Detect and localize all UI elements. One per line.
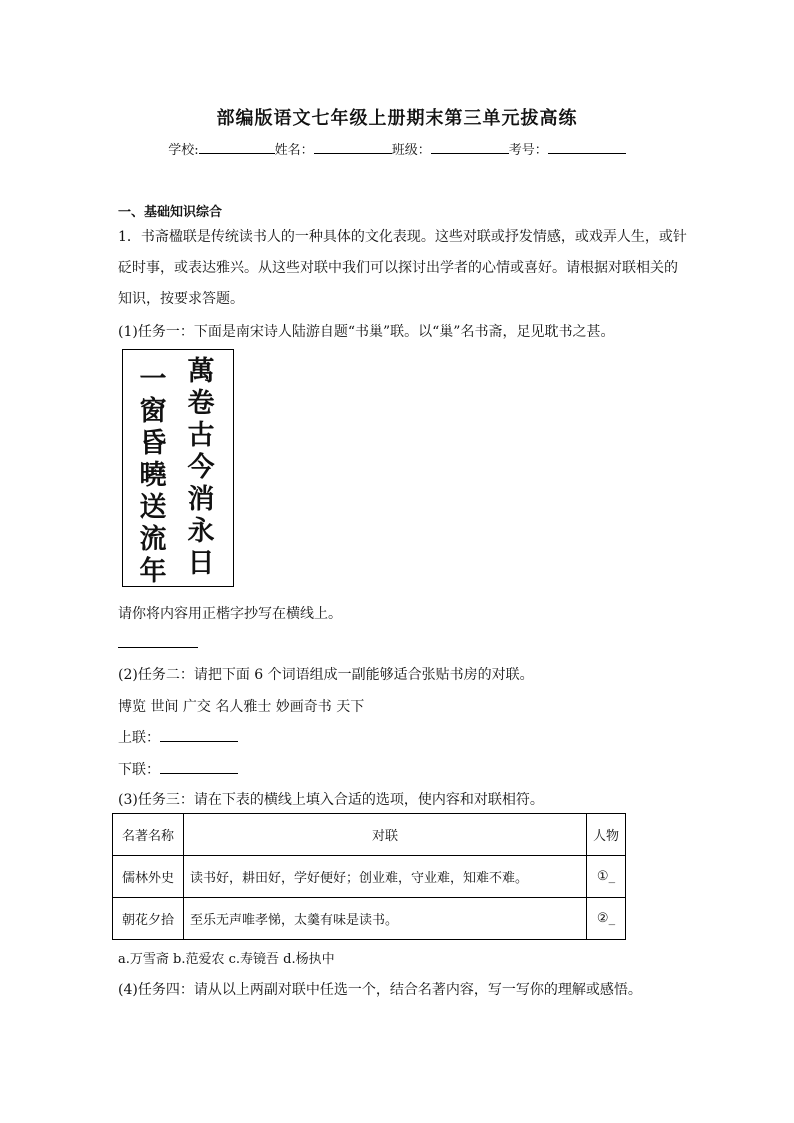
table-cell: 朝花夕拾: [113, 898, 184, 940]
couplet-char: 消: [187, 484, 215, 515]
school-label: 学校:: [168, 143, 199, 158]
couplet-char: 日: [187, 548, 215, 579]
table-cell: 读书好，耕田好，学好便好；创业难，守业难，知难不难。: [184, 856, 587, 898]
couplet-char: 窗: [139, 396, 167, 427]
question-intro: 1．书斋楹联是传统读书人的一种具体的文化表现。这些对联或抒发情感，或戏弄人生，或针砭时事，或表达雅兴。从这些对联中我们可以探讨出学者的心情或喜好。请根据对联相关的知识，按要求答题。: [118, 229, 687, 307]
table-header: 人物: [587, 814, 626, 856]
word-list: 博览 世间 广交 名人雅士 妙画奇书 天下: [118, 699, 365, 715]
task4-text: (4)任务四：请从以上两副对联中任选一个，结合名著内容，写一写你的理解或感悟。: [118, 982, 642, 998]
couplet-char: 送: [139, 492, 167, 523]
task1-text: (1)任务一：下面是南宋诗人陆游自题“书巢”联。以“巢”名书斋，足见耽书之甚。: [118, 324, 615, 340]
upper-label: 上联：: [118, 730, 160, 746]
task3-text: (3)任务三：请在下表的横线上填入合适的选项，使内容和对联相符。: [118, 792, 544, 808]
lower-answer-blank[interactable]: [160, 759, 238, 774]
table-row: [113, 898, 626, 940]
upper-couplet-row: [118, 727, 238, 747]
class-label: 班级：: [391, 143, 431, 158]
table-header-row: [113, 814, 626, 856]
couplet-char: 古: [187, 420, 215, 451]
couplet-char: 年: [139, 556, 167, 587]
answer-cell[interactable]: ①_: [587, 856, 626, 898]
name-label: 姓名：: [274, 143, 314, 158]
number-blank[interactable]: [548, 141, 626, 154]
couplet-image: [122, 349, 234, 587]
table-header: 名著名称: [113, 814, 184, 856]
couplet-char: 永: [187, 516, 215, 547]
couplet-char: 今: [187, 452, 215, 483]
options-text: a.万雪斋 b.范爱农 c.寿镜吾 d.杨执中: [118, 952, 335, 967]
section-title: 一、基础知识综合: [118, 205, 223, 220]
couplet-char: 昏: [139, 428, 167, 459]
couplet-char: 卷: [187, 388, 215, 419]
lower-label: 下联：: [118, 762, 160, 778]
copy-answer-blank[interactable]: [118, 647, 198, 648]
school-blank[interactable]: [199, 141, 275, 154]
copy-prompt: 请你将内容用正楷字抄写在横线上。: [118, 606, 342, 622]
table-header: 对联: [184, 814, 587, 856]
answer-cell[interactable]: ②_: [587, 898, 626, 940]
lower-couplet-row: [118, 759, 238, 779]
class-blank[interactable]: [431, 141, 509, 154]
couplet-char: 流: [139, 524, 167, 555]
couplet-char: 一: [139, 364, 167, 395]
couplet-char: 曉: [139, 460, 167, 491]
couplet-right-column: [181, 356, 221, 580]
task2-text: (2)任务二：请把下面 6 个词语组成一副能够适合张贴书房的对联。: [118, 667, 534, 683]
table-cell: 儒林外史: [113, 856, 184, 898]
couplet-char: 萬: [187, 356, 215, 387]
couplet-table: [112, 813, 626, 940]
table-row: [113, 856, 626, 898]
table-cell: 至乐无声唯孝悌，太羹有味是读书。: [184, 898, 587, 940]
student-info-line: [0, 139, 794, 158]
name-blank[interactable]: [314, 141, 392, 154]
upper-answer-blank[interactable]: [160, 727, 238, 742]
page-title: 部编版语文七年级上册期末第三单元拔高练: [216, 108, 578, 129]
couplet-left-column: [133, 364, 173, 588]
number-label: 考号：: [508, 143, 548, 158]
